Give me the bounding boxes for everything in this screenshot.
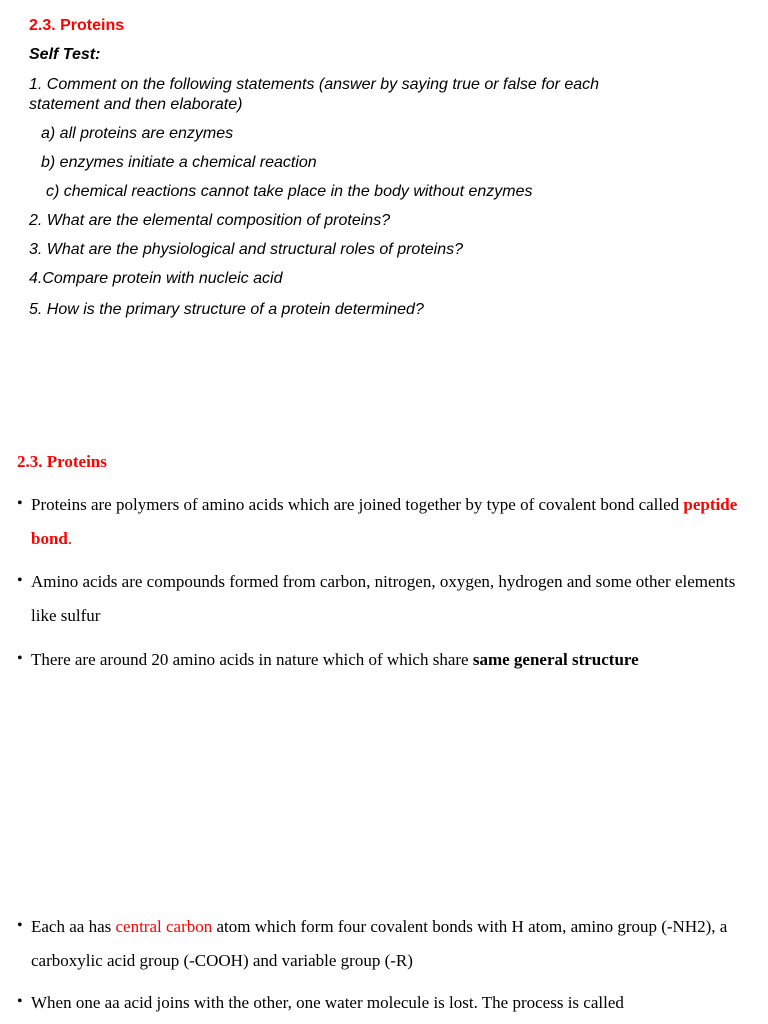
bullet-1-text [31,488,751,556]
question-2: 2. What are the elemental composition of proteins? [29,212,391,229]
bullet-2-marker: • [17,572,23,589]
bullet-2-body: Amino acids are compounds formed from carbon, nitrogen, oxygen, hydrogen and some other elements like sulfur [31,572,736,625]
bullet-3-body: There are around 20 amino acids in nature which of which share [31,650,473,669]
bullet-3-marker: • [17,650,23,667]
question-1b: b) enzymes initiate a chemical reaction [41,154,317,171]
bullet-3-text [31,643,751,677]
bullet-5-marker: • [17,993,23,1010]
question-4: 4.Compare protein with nucleic acid [29,270,283,287]
bullet-4-pre: Each aa has [31,917,116,936]
central-carbon-term: central carbon [115,917,213,936]
question-1-line-1: 1. Comment on the following statements (answer by saying true or false for each [29,76,600,93]
bullet-4-text [31,910,751,978]
self-test-label: Self Test: [29,46,101,63]
bullet-4-marker: • [17,917,23,934]
bullet-2-text [31,565,751,633]
question-1-line-2: statement and then elaborate) [29,96,243,113]
bullet-4-post: atom which form four covalent bonds with H atom, amino group (-NH2), a carboxylic acid group (-COOH) and variable group (-R) [31,917,728,970]
bullet-1-body: Proteins are polymers of amino acids which are joined together by type of covalent bond called [31,495,684,514]
self-test-heading: 2.3. Proteins [29,17,125,34]
same-general-structure-term: same general structure [472,650,639,669]
question-1a: a) all proteins are enzymes [41,125,234,142]
bullet-5-text [31,986,751,1020]
question-5: 5. How is the primary structure of a protein determined? [29,301,424,318]
question-1c: c) chemical reactions cannot take place in the body without enzymes [46,183,533,200]
bullet-1-marker: • [17,495,23,512]
peptide-bond-term: peptide bond [31,495,738,548]
question-3: 3. What are the physiological and structural roles of proteins? [29,241,464,258]
bullet-5-body: When one aa acid joins with the other, one water molecule is lost. The process is called [31,993,624,1012]
bullet-1-end: . [67,529,73,548]
notes-heading: 2.3. Proteins [17,452,107,471]
